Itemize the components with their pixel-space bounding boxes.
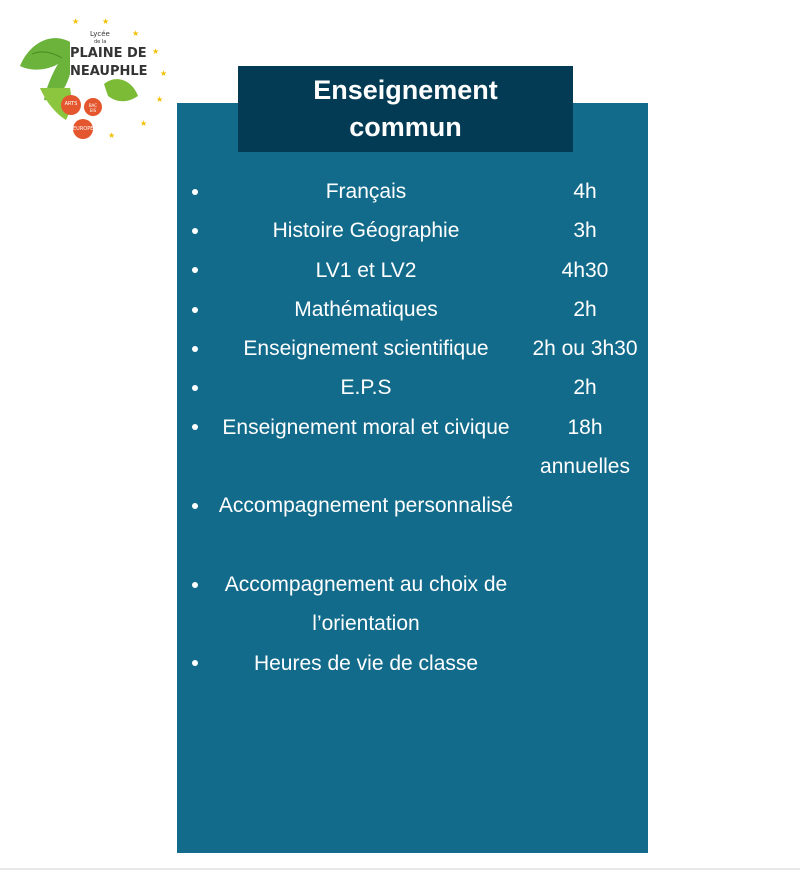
subject-hours: 4h30 bbox=[561, 258, 609, 282]
section-title-text: Enseignement commun bbox=[313, 75, 498, 142]
logo-badge-arts: ARTS bbox=[64, 101, 78, 107]
bullet-icon bbox=[192, 660, 198, 666]
bullet-icon bbox=[192, 424, 198, 430]
subject-row bbox=[177, 172, 648, 211]
subject-name: LV1 et LV2 bbox=[315, 258, 417, 282]
svg-text:★: ★ bbox=[108, 131, 116, 140]
svg-text:★: ★ bbox=[140, 119, 148, 128]
bullet-icon bbox=[192, 189, 198, 195]
bullet-icon bbox=[192, 582, 198, 588]
subject-hours: 2h bbox=[573, 297, 597, 321]
section-title bbox=[238, 66, 573, 152]
subject-row bbox=[177, 565, 648, 644]
logo-badge-bac: BAC EIS bbox=[88, 103, 98, 113]
subject-row bbox=[177, 644, 648, 683]
subject-name: Enseignement scientifique bbox=[243, 337, 489, 361]
bullet-icon bbox=[192, 346, 198, 352]
subject-name: Accompagnement au choix de l’orientation bbox=[224, 572, 508, 636]
subject-name: E.P.S bbox=[340, 376, 392, 400]
subject-row bbox=[177, 211, 648, 250]
svg-text:★: ★ bbox=[132, 29, 140, 38]
subject-hours: 3h bbox=[573, 219, 597, 243]
subject-name: Accompagnement personnalisé bbox=[218, 494, 514, 518]
subject-hours: 2h ou 3h30 bbox=[532, 337, 638, 361]
subject-name: Français bbox=[325, 180, 407, 203]
logo-text-dela: de la bbox=[94, 39, 107, 45]
svg-text:★: ★ bbox=[156, 95, 164, 104]
subject-name: Enseignement moral et civique bbox=[222, 415, 510, 439]
school-logo bbox=[12, 14, 172, 144]
svg-text:★: ★ bbox=[72, 17, 80, 26]
subject-hours: 2h bbox=[573, 376, 597, 400]
logo-text-plaine: PLAINE DE bbox=[70, 46, 147, 61]
subject-list bbox=[177, 172, 648, 683]
subject-hours: 4h bbox=[573, 180, 597, 203]
svg-text:★: ★ bbox=[102, 17, 110, 26]
bullet-icon bbox=[192, 267, 198, 273]
bullet-icon bbox=[192, 228, 198, 234]
subject-row bbox=[177, 486, 648, 565]
subject-name: Histoire Géographie bbox=[272, 219, 460, 243]
logo-badge-europe: EUROPE bbox=[73, 126, 94, 132]
bullet-icon bbox=[192, 307, 198, 313]
subject-row bbox=[177, 408, 648, 487]
subject-row bbox=[177, 290, 648, 329]
bottom-divider bbox=[0, 868, 800, 870]
subject-name: Heures de vie de classe bbox=[253, 651, 479, 675]
logo-text-lycee: Lycée bbox=[90, 30, 110, 38]
subject-row bbox=[177, 251, 648, 290]
subject-row bbox=[177, 368, 648, 407]
logo-text-neauphle: NEAUPHLE bbox=[70, 64, 148, 79]
subject-name: Mathématiques bbox=[294, 297, 438, 321]
svg-text:★: ★ bbox=[152, 47, 160, 56]
bullet-icon bbox=[192, 503, 198, 509]
subject-row bbox=[177, 329, 648, 368]
bullet-icon bbox=[192, 385, 198, 391]
subject-hours: 18h annuelles bbox=[540, 415, 630, 479]
svg-text:★: ★ bbox=[160, 69, 168, 78]
